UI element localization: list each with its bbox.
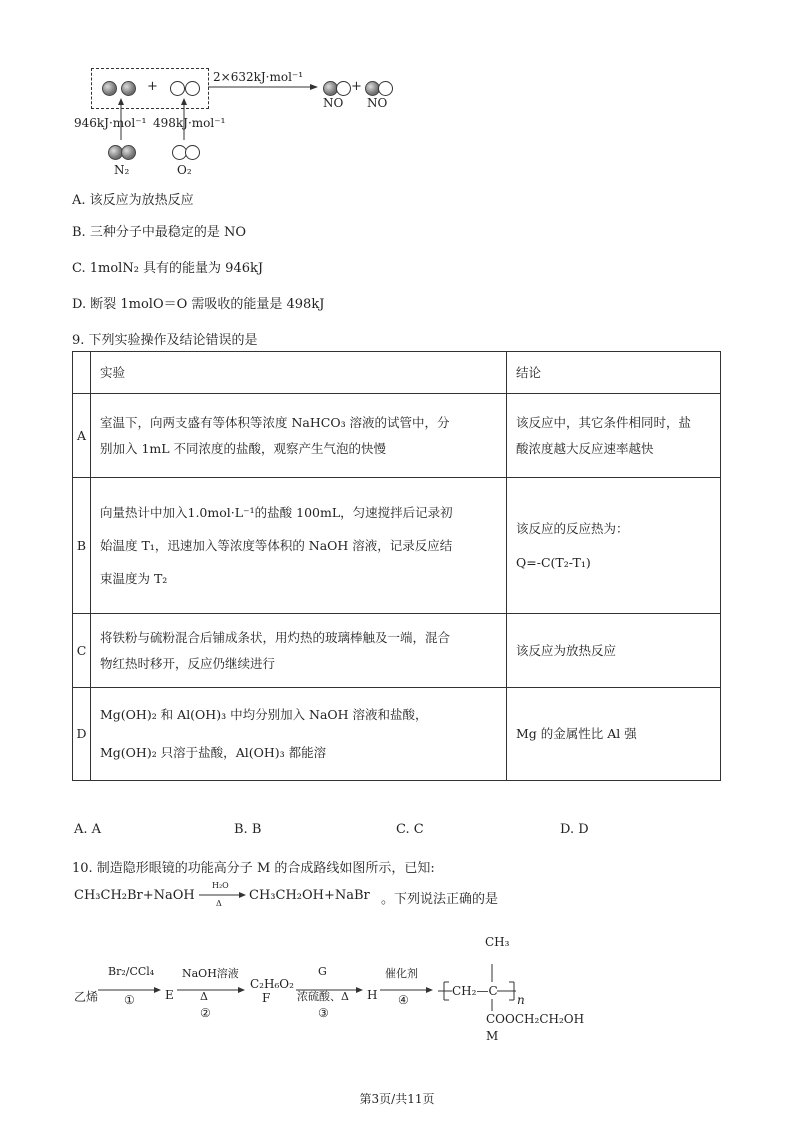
exp-line: 室温下，向两支盛有等体积等浓度 NaHCO₃ 溶液的试管中，分 xyxy=(100,414,450,430)
m-backbone: CH₂—C xyxy=(452,984,498,998)
plus-sign: + xyxy=(147,79,158,94)
exp-line: 别加入 1mL 不同浓度的盐酸，观察产生气泡的快慢 xyxy=(100,440,387,456)
con-line: 该反应的反应热为： xyxy=(516,520,629,536)
table-header-conclusion: 结论 xyxy=(507,352,721,394)
q8-option-c: C. 1molN₂ 具有的能量为 946kJ xyxy=(72,261,264,276)
exp-line: 物红热时移开，反应仍继续进行 xyxy=(100,655,276,671)
answer-option-d: D. D xyxy=(560,822,589,837)
start-ethylene: 乙烯 xyxy=(74,990,99,1004)
known-products: CH₃CH₂OH+NaBr xyxy=(249,888,370,903)
bond-energy-n2-label: 946kJ·mol⁻¹ xyxy=(74,116,147,130)
answer-option-c: C. C xyxy=(396,822,424,837)
step3-condition: 浓硫酸、Δ xyxy=(297,990,349,1003)
product-no-label: NO xyxy=(367,96,388,110)
step2-condition: Δ xyxy=(200,990,208,1003)
row-label: A xyxy=(73,394,91,478)
exp-line: 将铁粉与硫粉混合后铺成条状，用灼热的玻璃棒触及一端，混合 xyxy=(100,629,451,645)
product-no-label: NO xyxy=(323,96,344,110)
exp-line: 始温度 T₁，迅速加入等浓度等体积的 NaOH 溶液，记录反应结 xyxy=(100,538,453,553)
q8-option-d: D. 断裂 1molO＝O 需吸收的能量是 498kJ xyxy=(72,297,325,312)
q8-option-b: B. 三种分子中最稳定的是 NO xyxy=(72,225,246,240)
step4-reagent: 催化剂 xyxy=(385,967,418,980)
compound-e: E xyxy=(165,988,174,1002)
answer-option-a: A. A xyxy=(74,822,102,837)
row-label: D xyxy=(73,688,91,781)
m-degree-n: n xyxy=(517,993,525,1007)
step3-number: ③ xyxy=(318,1006,329,1020)
row-label: B xyxy=(73,478,91,614)
answer-option-b: B. B xyxy=(234,822,262,837)
exp-line: Mg(OH)₂ 只溶于盐酸，Al(OH)₃ 都能溶 xyxy=(100,745,327,760)
step2-reagent: NaOH溶液 xyxy=(182,967,239,980)
con-line: 酸浓度越大反应速率越快 xyxy=(516,440,654,456)
known-reactants: CH₃CH₂Br+NaOH xyxy=(74,888,195,903)
compound-h: H xyxy=(367,988,378,1002)
row-conclusion: 该反应为放热反应 xyxy=(507,614,721,688)
con-line: Q=-C(T₂-T₁) xyxy=(516,554,591,570)
page-footer: 第3页/共11页 xyxy=(359,1092,435,1106)
exp-line: Mg(OH)₂ 和 Al(OH)₃ 中均分别加入 NaOH 溶液和盐酸， xyxy=(100,707,428,722)
known-cond-bottom: Δ xyxy=(216,899,222,908)
con-line: 该反应中，其它条件相同时，盐 xyxy=(516,414,692,430)
o2-label: O₂ xyxy=(177,163,192,177)
table-header-experiment: 实验 xyxy=(91,352,507,394)
m-label: M xyxy=(486,1029,499,1043)
step3-reagent: G xyxy=(318,965,327,978)
step2-number: ② xyxy=(200,1006,211,1020)
step1-reagent: Br₂/CCl₄ xyxy=(108,965,155,978)
exp-line: 束温度为 T₂ xyxy=(100,571,168,586)
row-conclusion: Mg 的金属性比 Al 强 xyxy=(507,688,721,781)
m-side-chain: COOCH₂CH₂OH xyxy=(486,1012,585,1026)
q8-option-a: A. 该反应为放热反应 xyxy=(72,193,194,208)
exp-line: 向量热计中加入1.0mol·L⁻¹的盐酸 100mL，匀速搅拌后记录初 xyxy=(100,505,453,520)
step1-number: ① xyxy=(124,993,135,1007)
m-methyl: CH₃ xyxy=(485,935,510,949)
known-cond-top: H₂O xyxy=(212,881,229,890)
q10-title: 10. 制造隐形眼镜的功能高分子 M 的合成路线如图所示，已知: xyxy=(72,861,435,876)
step4-number: ④ xyxy=(398,993,409,1007)
bond-energy-top-label: 2×632kJ·mol⁻¹ xyxy=(213,70,304,84)
q9-title: 9. 下列实验操作及结论错误的是 xyxy=(72,333,258,348)
bond-energy-o2-label: 498kJ·mol⁻¹ xyxy=(153,116,226,130)
compound-f-formula: C₂H₆O₂ xyxy=(250,977,294,991)
known-tail: 。下列说法正确的是 xyxy=(381,892,499,907)
compound-f-label: F xyxy=(262,991,271,1005)
plus-sign: + xyxy=(351,79,362,94)
n2-label: N₂ xyxy=(114,163,130,177)
row-label: C xyxy=(73,614,91,688)
